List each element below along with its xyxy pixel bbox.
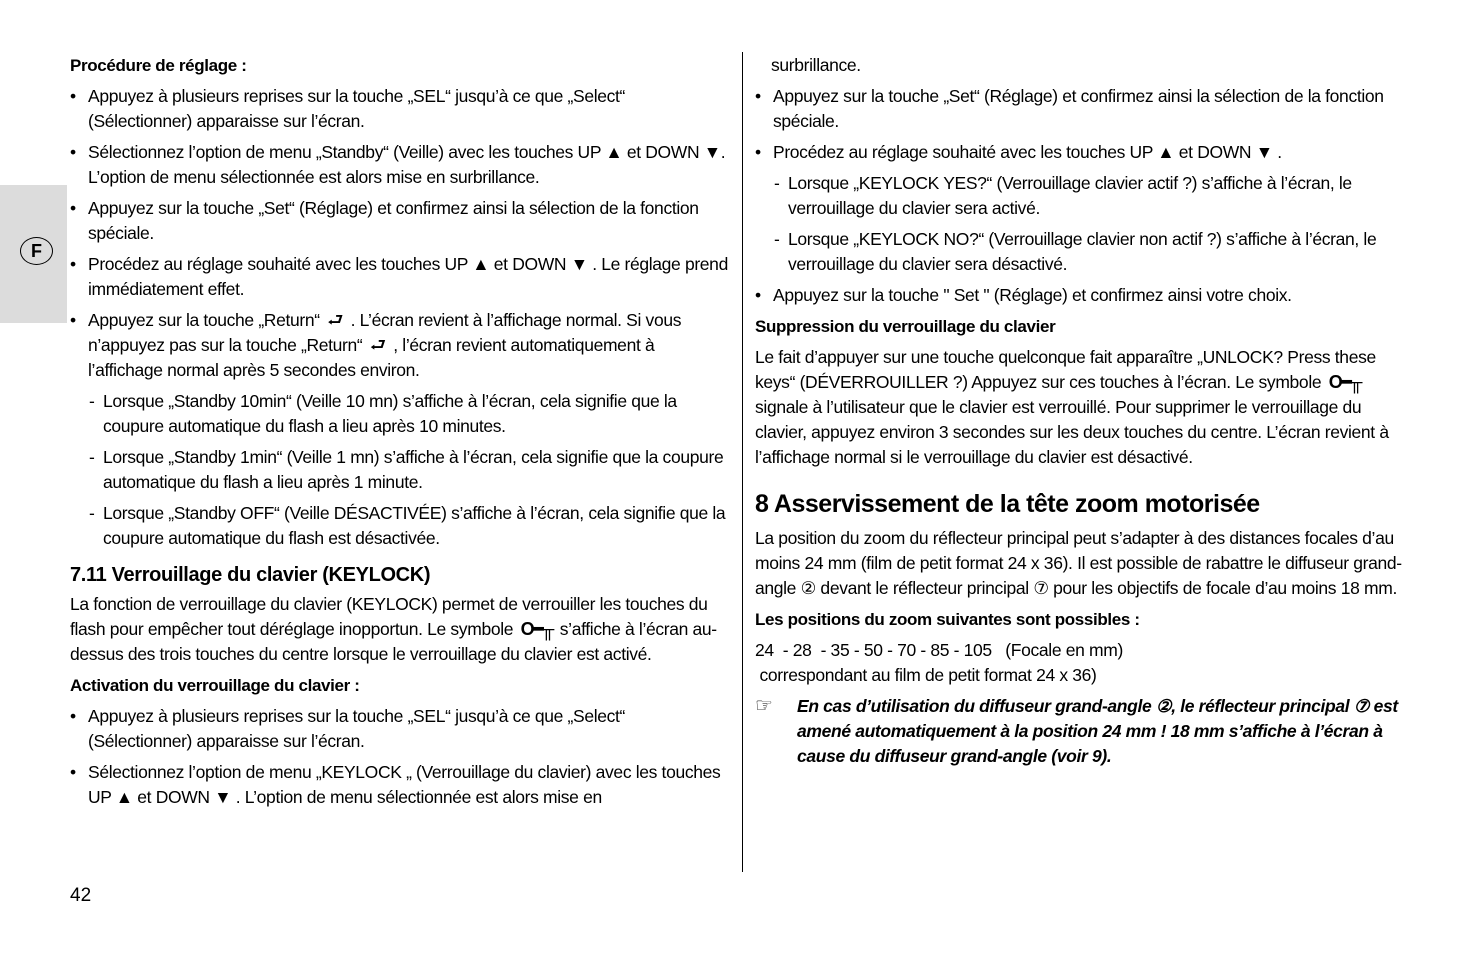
list-item: • Procédez au réglage souhaité avec les touches UP ▲ et DOWN ▼ . — [755, 140, 1415, 165]
list-item: - Lorsque „Standby OFF“ (Veille DÉSACTIVÉE) s’affiche à l’écran, cela signifie que la coupure automatique du flash est désactivée. — [70, 501, 732, 551]
keylock-description — [70, 592, 732, 667]
positions-format: correspondant au film de petit format 24 x 36) — [755, 665, 1097, 685]
return-text-1: Appuyez sur la touche „Return“ — [88, 310, 320, 330]
list-item: • Appuyez à plusieurs reprises sur la touche „SEL“ jusqu’à ce que „Select“ (Sélectionner) apparaisse sur l’écran. — [70, 84, 732, 134]
list-item: • Appuyez à plusieurs reprises sur la touche „SEL“ jusqu’à ce que „Select“ (Sélectionner) apparaisse sur l’écran. — [70, 704, 732, 754]
list-item: • Appuyez sur la touche „Set“ (Réglage) et confirmez ainsi la sélection de la fonction spéciale. — [70, 196, 732, 246]
list-item: • Sélectionnez l’option de menu „KEYLOCK „ (Verrouillage du clavier) avec les touches UP ▲ et DOWN ▼ . L’option de menu sélectionnée est alors mise en — [70, 760, 732, 810]
list-item: • Appuyez sur la touche „Set“ (Réglage) et confirmez ainsi la sélection de la fonction spéciale. — [755, 84, 1415, 134]
right-column — [755, 53, 1415, 769]
left-column — [70, 53, 732, 816]
return-text-2: . L’écran revient à l’affichage normal. Si vous n’appuyez pas sur la touche „Return“ — [88, 310, 682, 355]
unlock-heading: Suppression du verrouillage du clavier — [755, 317, 1056, 336]
key-icon: O━╥ — [520, 619, 553, 639]
zoom-description: La position du zoom du réflecteur principal peut s’adapter à des distances focales d’au moins 24 mm (film de petit format 24 x 36). Il est possible de rabattre le diffuseur grand-angle ② devant le réflecteur principal ⑦ pour les objectifs de focale d’au moins 18 mm. — [755, 528, 1402, 598]
language-badge: F — [20, 237, 53, 265]
procedure-list — [70, 84, 732, 551]
list-item: • Procédez au réglage souhaité avec les touches UP ▲ et DOWN ▼ . Le réglage prend immédiatement effet. — [70, 252, 732, 302]
page-number: 42 — [70, 885, 92, 906]
list-item: - Lorsque „Standby 10min“ (Veille 10 mn) s’affiche à l’écran, cela signifie que la coupure automatique du flash a lieu après 10 minutes. — [70, 389, 732, 439]
note-text: En cas d’utilisation du diffuseur grand-angle ②, le réflecteur principal ⑦ est amené automatiquement à la position 24 mm ! 18 mm s’affiche à l’écran à cause du diffuseur grand-angle (voir 9). — [797, 696, 1398, 766]
procedure-heading: Procédure de réglage : — [70, 56, 247, 75]
unlock-description — [755, 345, 1415, 470]
keylock-steps — [755, 84, 1415, 308]
unlock-text-1: Le fait d’appuyer sur une touche quelconque fait apparaître „UNLOCK? Press these keys“ (DÉVERROUILLER ?) Appuyez sur ces touches à l’écran. Le symbole — [755, 347, 1376, 392]
keylock-section-title: 7.11 Verrouillage du clavier (KEYLOCK) — [70, 564, 431, 586]
key-icon: O━╥ — [1328, 372, 1361, 392]
return-text-3: , l’écran revient automatiquement à l’affichage normal après 5 secondes environ. — [88, 335, 655, 380]
list-item: • Sélectionnez l’option de menu „Standby“ (Veille) avec les touches UP ▲ et DOWN ▼. L’option de menu sélectionnée est alors mise en surbrillance. — [70, 140, 732, 190]
list-item: • Appuyez sur la touche " Set " (Réglage) et confirmez ainsi votre choix. — [755, 283, 1415, 308]
continuation-text: surbrillance. — [771, 55, 861, 75]
list-item: - Lorsque „KEYLOCK NO?“ (Verrouillage clavier non actif ?) s’affiche à l’écran, le verrouillage du clavier sera désactivé. — [755, 227, 1415, 277]
keylock-text-2: s’affiche à l’écran au-dessus des trois touches du centre lorsque le verrouillage du clavier est activé. — [70, 619, 717, 664]
list-item: - Lorsque „KEYLOCK YES?“ (Verrouillage clavier actif ?) s’affiche à l’écran, le verrouillage du clavier sera activé. — [755, 171, 1415, 221]
return-arrow-icon: ⮐ — [327, 310, 344, 330]
keylock-text-1: La fonction de verrouillage du clavier (KEYLOCK) permet de verrouiller les touches du flash pour empêcher tout déréglage inopportun. Le symbole — [70, 594, 708, 639]
unlock-text-2: signale à l’utilisateur que le clavier est verrouillé. Pour supprimer le verrouillage du clavier, appuyez environ 3 secondes sur les deux touches du centre. L’écran revient à l’affichage normal si le verrouillage du clavier est désactivé. — [755, 397, 1389, 467]
activation-list — [70, 704, 732, 810]
positions-heading: Les positions du zoom suivantes sont possibles : — [755, 610, 1140, 629]
list-item: - Lorsque „Standby 1min“ (Veille 1 mn) s’affiche à l’écran, cela signifie que la coupure automatique du flash a lieu après 1 minute. — [70, 445, 732, 495]
activation-heading: Activation du verrouillage du clavier : — [70, 676, 360, 695]
column-divider — [742, 52, 743, 872]
return-arrow-icon: ⮐ — [369, 335, 386, 355]
note-block — [755, 694, 1415, 769]
positions-values: 24 - 28 - 35 - 50 - 70 - 85 - 105 (Focale en mm) — [755, 640, 1123, 660]
list-item-return — [70, 308, 732, 383]
zoom-section-title: 8 Asservissement de la tête zoom motorisée — [755, 490, 1260, 518]
pointing-hand-icon: ☞ — [755, 695, 773, 717]
